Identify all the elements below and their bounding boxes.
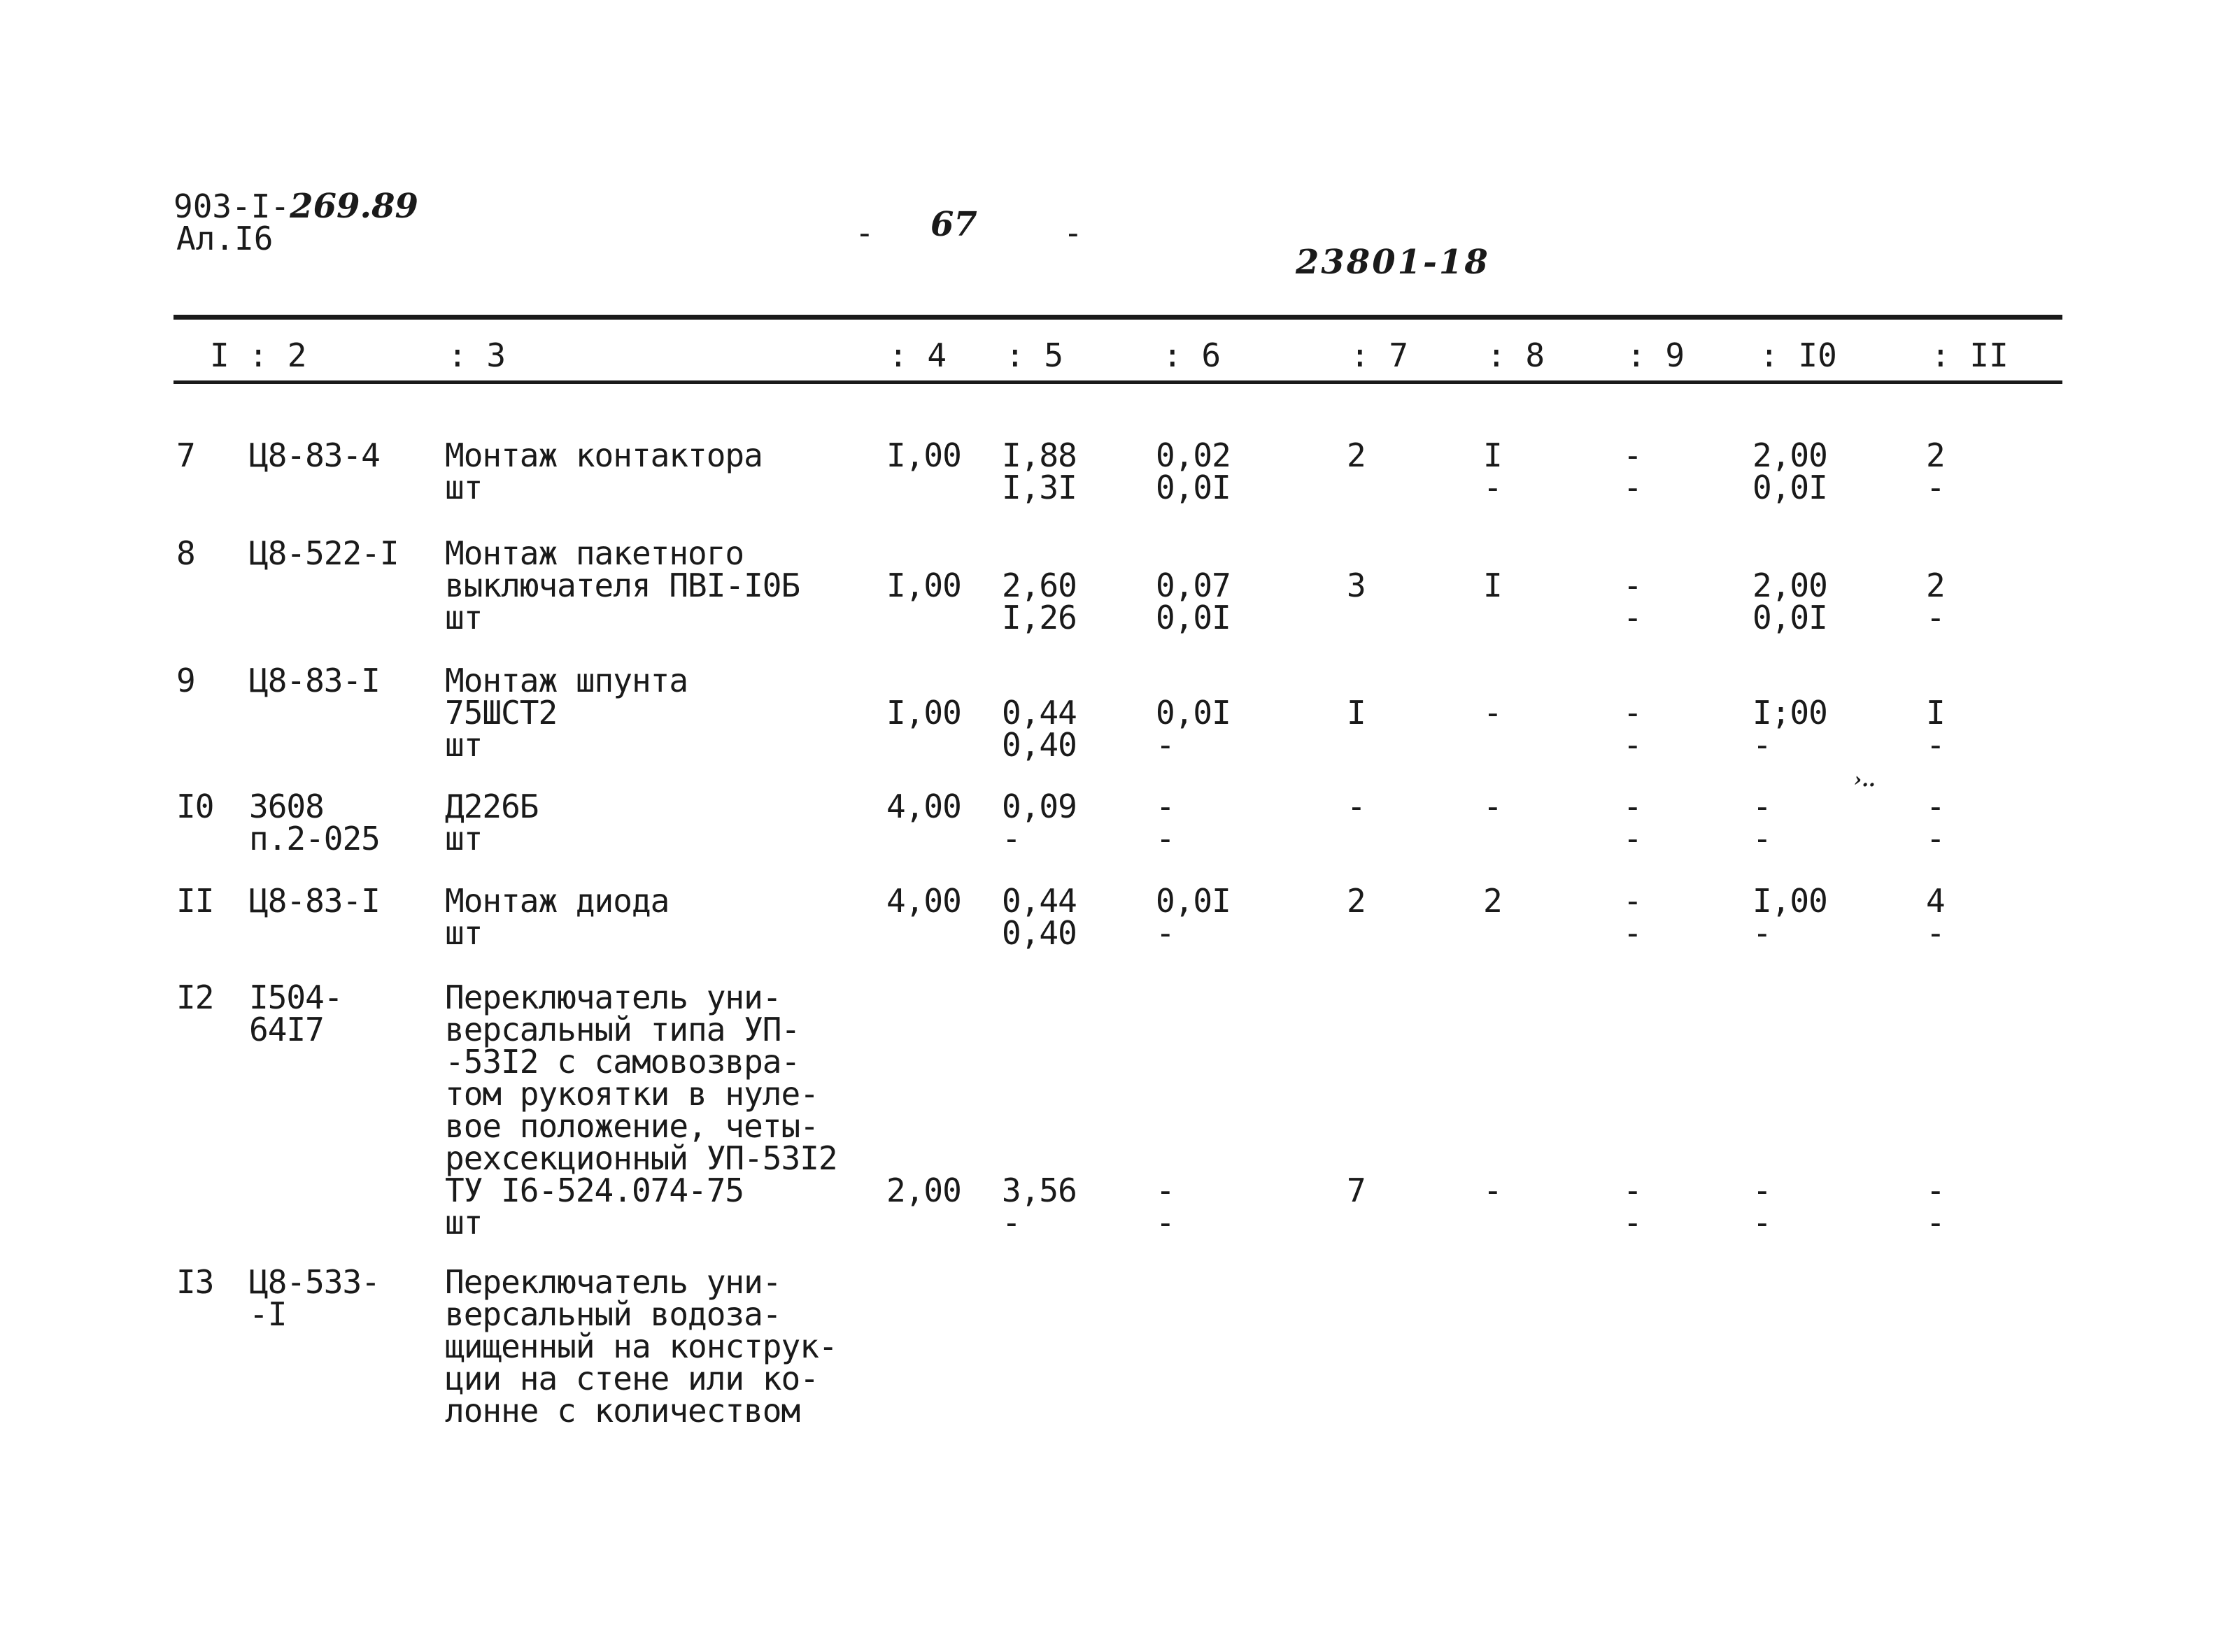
cell-code — [249, 436, 380, 474]
cell-line: Монтаж диода — [445, 882, 670, 920]
cell-line: 0,0I — [1156, 882, 1231, 920]
cell-col-6 — [1156, 882, 1231, 952]
cell-line: - — [1752, 914, 1771, 952]
cell-name — [445, 882, 670, 952]
cell-col-8 — [1483, 790, 1502, 823]
cell-line — [1002, 1013, 1077, 1046]
cell-code — [249, 664, 380, 697]
cell-col-9 — [1623, 436, 1642, 506]
cell-line: Ц8-533- — [249, 1263, 380, 1301]
cell-line: 75ШСТ2 — [445, 694, 558, 732]
cell-col-4 — [886, 882, 961, 920]
cell-line — [886, 1046, 961, 1078]
document-code-prefix: 903-I- — [173, 187, 290, 225]
cell-col-4 — [886, 537, 961, 604]
cell-col-5 — [1002, 436, 1077, 506]
col-header-1-2: I : 2 — [210, 336, 307, 374]
cell-col-8 — [1483, 664, 1502, 732]
cell-col-6 — [1156, 664, 1231, 764]
cell-line — [1752, 1142, 1771, 1174]
cell-line — [886, 1142, 961, 1174]
cell-line: - — [1926, 1172, 1945, 1209]
cell-line: II — [176, 882, 214, 920]
cell-line: шт — [445, 1204, 483, 1241]
cell-col-8 — [1483, 436, 1502, 506]
cell-col-7 — [1347, 790, 1366, 823]
cell-line — [1926, 1078, 1945, 1110]
cell-line — [1623, 981, 1642, 1013]
cell-code — [249, 790, 380, 855]
cell-line: 7 — [1347, 1172, 1366, 1209]
cell-line: - — [1483, 694, 1502, 732]
cell-line: 3,56 — [1002, 1172, 1077, 1209]
cell-line: Ц8-83-I — [249, 662, 380, 699]
cell-line: - — [1156, 914, 1175, 952]
cell-line: 0,0I — [1752, 599, 1827, 636]
col-header-11: : II — [1931, 336, 2009, 374]
cell-line — [1483, 1078, 1502, 1110]
cell-line: 2,00 — [1752, 436, 1827, 474]
cell-col-7 — [1347, 981, 1366, 1209]
cell-line: версальный водоза- — [445, 1295, 781, 1333]
cell-line: - — [1926, 914, 1945, 952]
cell-line — [1156, 1110, 1175, 1142]
cell-col-10 — [1752, 664, 1827, 764]
cell-line: 0,07 — [1156, 567, 1231, 604]
cell-name — [445, 662, 688, 764]
cell-line: I2 — [176, 978, 214, 1016]
cell-row-number — [176, 664, 195, 697]
cell-col-4 — [886, 436, 961, 474]
cell-line — [1002, 1110, 1077, 1142]
cell-row-number — [176, 1263, 214, 1301]
cell-line: шт — [445, 726, 483, 764]
cell-line: щищенный на конструк- — [445, 1327, 837, 1365]
cell-line — [1483, 1013, 1502, 1046]
cell-col-11 — [1926, 981, 1945, 1239]
cell-line — [1156, 1046, 1175, 1078]
cell-line: 3 — [1347, 567, 1366, 604]
cell-line: - — [1483, 469, 1502, 506]
cell-line: - — [1483, 788, 1502, 825]
cell-line: - — [1752, 1204, 1771, 1241]
cell-line — [1156, 1078, 1175, 1110]
cell-line: шт — [445, 914, 483, 952]
cell-col-10 — [1752, 981, 1771, 1239]
cell-line: - — [1002, 820, 1021, 857]
cell-line: - — [1347, 788, 1366, 825]
cell-code — [249, 534, 399, 572]
cell-line: I,88 — [1002, 436, 1077, 474]
cell-line: - — [1752, 1172, 1771, 1209]
cell-line: 0,44 — [1002, 882, 1077, 920]
col-header-8: : 8 — [1487, 336, 1545, 374]
cell-line: 64I7 — [249, 1011, 324, 1048]
cell-col-5 — [1002, 882, 1077, 952]
cell-line — [1623, 1142, 1642, 1174]
cell-line — [886, 537, 961, 569]
table-top-rule — [173, 315, 2062, 320]
cell-line — [1347, 981, 1366, 1013]
cell-line: Переключатель уни- — [445, 1263, 781, 1301]
cell-col-6 — [1156, 436, 1231, 506]
cell-line — [1347, 664, 1366, 697]
col-header-5: : 5 — [1005, 336, 1064, 374]
cell-col-10 — [1752, 436, 1827, 506]
col-header-3: : 3 — [448, 336, 507, 374]
cell-col-11 — [1926, 537, 1945, 634]
cell-line: - — [1002, 1204, 1021, 1241]
cell-line: - — [1623, 694, 1642, 732]
cell-line: п.2-025 — [249, 820, 380, 857]
cell-line — [1623, 1046, 1642, 1078]
cell-line: шт — [445, 599, 483, 636]
cell-line: - — [1623, 1204, 1642, 1241]
cell-line — [1483, 1046, 1502, 1078]
cell-line — [1483, 1110, 1502, 1142]
cell-line: 0,0I — [1752, 469, 1827, 506]
cell-line: 0,44 — [1002, 694, 1077, 732]
cell-line: I,26 — [1002, 599, 1077, 636]
cell-line: I — [1926, 694, 1945, 732]
cell-line: - — [1752, 726, 1771, 764]
cell-line: выключателя ПВI-I0Б — [445, 567, 800, 604]
cell-line — [1752, 1013, 1771, 1046]
cell-line: I,00 — [886, 436, 961, 474]
cell-line: I — [1347, 694, 1366, 732]
cell-line: - — [1752, 820, 1771, 857]
cell-name — [445, 978, 837, 1241]
cell-line: - — [1623, 882, 1642, 920]
cell-col-11 — [1926, 882, 1945, 952]
cell-col-9 — [1623, 882, 1642, 952]
cell-col-4 — [886, 790, 961, 823]
cell-line: 4,00 — [886, 882, 961, 920]
cell-row-number — [176, 790, 213, 823]
cell-line: I — [1483, 436, 1502, 474]
cell-line: - — [1623, 436, 1642, 474]
cell-line — [1752, 537, 1827, 569]
cell-line: I504- — [249, 978, 343, 1016]
cell-line — [1002, 1142, 1077, 1174]
cell-line: -I — [249, 1295, 287, 1333]
cell-line — [1002, 537, 1077, 569]
cell-line: - — [1926, 599, 1945, 636]
cell-line — [1752, 1078, 1771, 1110]
cell-line: - — [1926, 788, 1945, 825]
cell-col-8 — [1483, 981, 1502, 1209]
cell-line: I — [1483, 567, 1502, 604]
document-code — [173, 189, 418, 224]
cell-line: I;00 — [1752, 694, 1827, 732]
cell-line — [886, 1110, 961, 1142]
cell-line: 2,60 — [1002, 567, 1077, 604]
cell-line — [1926, 537, 1945, 569]
cell-line: - — [1926, 469, 1945, 506]
cell-col-6 — [1156, 790, 1175, 855]
cell-line — [886, 1013, 961, 1046]
cell-line: - — [1623, 599, 1642, 636]
cell-line: I,00 — [1752, 882, 1827, 920]
cell-line — [886, 981, 961, 1013]
cell-name — [445, 436, 763, 506]
cell-line: рехсекционный УП-53I2 — [445, 1139, 837, 1177]
cell-line — [1347, 1013, 1366, 1046]
page-number-dash-left: - — [855, 214, 874, 252]
cell-line: 2 — [1483, 882, 1502, 920]
cell-line — [1623, 537, 1642, 569]
cell-col-9 — [1623, 537, 1642, 634]
cell-line: шт — [445, 469, 483, 506]
cell-line: том рукоятки в нуле- — [445, 1075, 819, 1113]
cell-line — [1347, 1078, 1366, 1110]
cell-line — [1483, 537, 1502, 569]
cell-line: 4,00 — [886, 788, 961, 825]
cell-line — [1347, 1110, 1366, 1142]
col-header-7: : 7 — [1350, 336, 1409, 374]
cell-col-7 — [1347, 664, 1366, 732]
cell-col-11 — [1926, 436, 1945, 506]
cell-line — [886, 1078, 961, 1110]
stray-mark: ›.. — [1854, 768, 1876, 791]
cell-line: 2,00 — [1752, 567, 1827, 604]
cell-line: - — [1156, 1172, 1175, 1209]
col-header-9: : 9 — [1627, 336, 1685, 374]
cell-col-10 — [1752, 537, 1827, 634]
cell-line — [1347, 537, 1366, 569]
cell-line — [1752, 1046, 1771, 1078]
cell-line: - — [1926, 726, 1945, 764]
stamp-number: 23801-18 — [1296, 243, 1490, 282]
cell-line — [1156, 1013, 1175, 1046]
cell-line: 2 — [1926, 436, 1945, 474]
cell-row-number — [176, 436, 195, 474]
album-number: Ал.I6 — [176, 220, 274, 257]
cell-line: - — [1156, 726, 1175, 764]
cell-line: 0,0I — [1156, 694, 1231, 732]
cell-line: ции на стене или ко- — [445, 1360, 819, 1397]
cell-col-11 — [1926, 664, 1945, 764]
cell-col-10 — [1752, 882, 1827, 952]
page-number-dash-right: - — [1063, 214, 1083, 252]
cell-line: 2 — [1926, 567, 1945, 604]
table-header-rule — [173, 380, 2062, 384]
cell-line: 0,40 — [1002, 726, 1077, 764]
col-header-10: : I0 — [1759, 336, 1837, 374]
cell-line: - — [1623, 914, 1642, 952]
cell-col-7 — [1347, 436, 1366, 474]
cell-name — [445, 790, 538, 855]
cell-col-9 — [1623, 664, 1642, 764]
cell-line: - — [1483, 1172, 1502, 1209]
cell-line: I,00 — [886, 694, 961, 732]
document-code-handwritten: 269.89 — [290, 187, 418, 226]
cell-line: - — [1623, 726, 1642, 764]
cell-col-6 — [1156, 537, 1231, 634]
cell-col-10 — [1752, 790, 1771, 855]
cell-line: I,3I — [1002, 469, 1077, 506]
cell-line — [1926, 1013, 1945, 1046]
cell-line: - — [1623, 567, 1642, 604]
cell-line — [1926, 981, 1945, 1013]
cell-col-4 — [886, 664, 961, 732]
cell-line: - — [1926, 820, 1945, 857]
cell-row-number — [176, 882, 214, 920]
cell-line: Монтаж шпунта — [445, 662, 688, 699]
cell-line — [1926, 664, 1945, 697]
cell-line — [1926, 1046, 1945, 1078]
cell-name — [445, 1263, 837, 1430]
cell-line — [1156, 981, 1175, 1013]
cell-line: I,00 — [886, 567, 961, 604]
cell-line — [1623, 664, 1642, 697]
cell-line: 0,40 — [1002, 914, 1077, 952]
cell-col-4 — [886, 981, 961, 1209]
cell-line: версальный типа УП- — [445, 1011, 800, 1048]
cell-line: 0,02 — [1156, 436, 1231, 474]
cell-code — [249, 882, 380, 920]
col-header-4: : 4 — [888, 336, 947, 374]
cell-line — [1623, 1078, 1642, 1110]
cell-line: Ц8-522-I — [249, 534, 399, 572]
cell-line: Монтаж контактора — [445, 436, 763, 474]
cell-line: 8 — [176, 534, 195, 572]
cell-code — [249, 1263, 380, 1333]
cell-line — [1002, 981, 1077, 1013]
cell-col-5 — [1002, 537, 1077, 634]
cell-col-8 — [1483, 882, 1502, 920]
cell-code — [249, 978, 343, 1048]
cell-line: I0 — [176, 788, 214, 825]
cell-line: 9 — [176, 662, 195, 699]
cell-line: Монтаж пакетного — [445, 534, 744, 572]
cell-line — [1156, 1142, 1175, 1174]
cell-line — [1156, 537, 1231, 569]
cell-col-11 — [1926, 790, 1945, 855]
cell-line — [1347, 1046, 1366, 1078]
cell-line: - — [1623, 469, 1642, 506]
cell-line — [1002, 664, 1077, 697]
cell-line: 2 — [1347, 436, 1366, 474]
cell-line — [1752, 664, 1827, 697]
cell-line: 3608 — [249, 788, 324, 825]
cell-col-9 — [1623, 790, 1642, 855]
cell-line — [1483, 1142, 1502, 1174]
cell-line: - — [1623, 788, 1642, 825]
cell-col-7 — [1347, 882, 1366, 920]
cell-line: ТУ I6-524.074-75 — [445, 1172, 744, 1209]
cell-line: - — [1156, 788, 1175, 825]
cell-col-5 — [1002, 664, 1077, 764]
cell-line: Ц8-83-I — [249, 882, 380, 920]
cell-col-8 — [1483, 537, 1502, 604]
cell-line: - — [1156, 820, 1175, 857]
cell-line: 0,0I — [1156, 469, 1231, 506]
cell-line — [1623, 1013, 1642, 1046]
cell-name — [445, 534, 800, 636]
cell-line: 2 — [1347, 882, 1366, 920]
cell-line — [1752, 1110, 1771, 1142]
cell-line — [1926, 1110, 1945, 1142]
cell-line: Ц8-83-4 — [249, 436, 380, 474]
cell-line — [1483, 664, 1502, 697]
cell-line: 4 — [1926, 882, 1945, 920]
page-number: 67 — [930, 205, 977, 244]
cell-col-6 — [1156, 981, 1175, 1239]
cell-line — [886, 664, 961, 697]
cell-col-9 — [1623, 981, 1642, 1239]
cell-line: -53I2 с самовозвра- — [445, 1043, 800, 1081]
cell-line — [1623, 1110, 1642, 1142]
cell-line: вое положение, четы- — [445, 1107, 819, 1145]
cell-line: - — [1623, 1172, 1642, 1209]
cell-line: 0,0I — [1156, 599, 1231, 636]
cell-line: Переключатель уни- — [445, 978, 781, 1016]
cell-col-5 — [1002, 981, 1077, 1239]
cell-col-7 — [1347, 537, 1366, 604]
cell-line — [1156, 664, 1231, 697]
cell-line: - — [1752, 788, 1771, 825]
cell-line — [1483, 981, 1502, 1013]
cell-line: - — [1926, 1204, 1945, 1241]
cell-line: Д226Б — [445, 788, 539, 825]
cell-line: I3 — [176, 1263, 214, 1301]
cell-line — [1002, 1078, 1077, 1110]
cell-line: 2,00 — [886, 1172, 961, 1209]
cell-line — [1347, 1142, 1366, 1174]
cell-line: 0,09 — [1002, 788, 1077, 825]
col-header-6: : 6 — [1163, 336, 1221, 374]
cell-line — [1752, 981, 1771, 1013]
cell-row-number — [176, 978, 214, 1016]
cell-line: - — [1623, 820, 1642, 857]
cell-line — [1002, 1046, 1077, 1078]
cell-line: лонне с количеством — [445, 1392, 800, 1430]
cell-line: 7 — [176, 436, 195, 474]
cell-line: - — [1156, 1204, 1175, 1241]
cell-col-5 — [1002, 790, 1077, 855]
cell-row-number — [176, 534, 195, 572]
cell-line: шт — [445, 820, 483, 857]
cell-line — [1926, 1142, 1945, 1174]
